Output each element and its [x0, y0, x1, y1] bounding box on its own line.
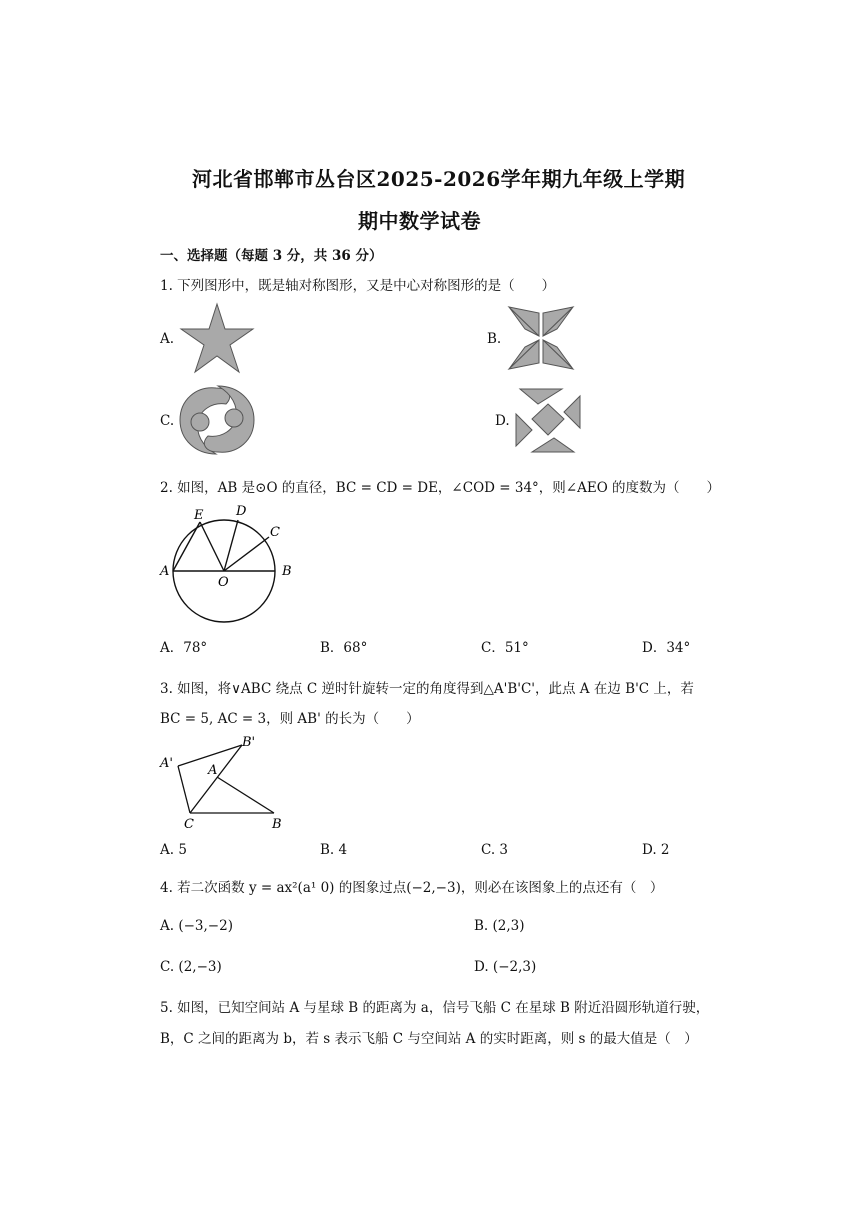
question-5-stem-line2: B，C 之间的距离为 b，若 s 表示飞船 C 与空间站 A 的实时距离，则 s 的最大值是（ ）: [160, 1031, 698, 1047]
q1-option-b-label: B.: [487, 331, 502, 347]
q2-label-o: O: [218, 575, 229, 590]
q2-label-b: B: [282, 564, 292, 579]
section-header: 一、选择题（每题 3 分，共 36 分）: [160, 248, 383, 264]
q4-option-c: C. (2,−3): [160, 959, 222, 975]
q3-label-a: A: [208, 763, 218, 778]
question-1-stem: 1. 下列图形中，既是轴对称图形，又是中心对称图形的是（ ）: [160, 278, 556, 294]
q2-circle-figure: [158, 500, 306, 626]
q3-option-d: D. 2: [642, 842, 670, 858]
q2-option-b: B．68°: [320, 640, 368, 656]
q3-label-c: C: [184, 817, 194, 832]
q2-label-c: C: [270, 525, 280, 540]
q1-star-figure: [178, 302, 256, 376]
question-3-stem-line2: BC = 5, AC = 3，则 AB' 的长为（ ）: [160, 711, 420, 727]
q1-comma-figure: [176, 382, 258, 458]
q2-label-d: D: [236, 504, 247, 519]
q3-option-c: C. 3: [481, 842, 509, 858]
page-title-line1: 河北省邯郸市丛台区2025-2026学年期九年级上学期: [192, 167, 686, 191]
q3-option-b: B. 4: [320, 842, 348, 858]
q3-triangle-figure: [158, 732, 288, 832]
question-3-stem-line1: 3. 如图，将∨ABC 绕点 C 逆时针旋转一定的角度得到△A'B'C'，此点 A 在边 B'C 上，若: [160, 681, 694, 697]
q2-label-e: E: [194, 508, 204, 523]
question-5-stem-line1: 5. 如图，已知空间站 A 与星球 B 的距离为 a，信号飞船 C 在星球 B 附近沿圆形轨道行驶，: [160, 1000, 710, 1016]
q3-label-b: B: [272, 817, 282, 832]
question-2-stem: 2. 如图，AB 是⊙O 的直径，BC = CD = DE，∠COD = 34°，则∠AEO 的度数为（ ）: [160, 480, 721, 496]
q2-label-a: A: [160, 564, 170, 579]
q2-option-a: A．78°: [160, 640, 208, 656]
q3-label-b-prime: B': [242, 735, 256, 750]
q1-option-d-label: D.: [495, 413, 510, 429]
q4-option-d: D. (−2,3): [474, 959, 537, 975]
q2-option-d: D．34°: [642, 640, 691, 656]
q1-pinwheel-figure: [505, 303, 577, 373]
q2-option-c: C．51°: [481, 640, 529, 656]
question-4-stem: 4. 若二次函数 y = ax²(a¹ 0) 的图象过点(−2,−3)，则必在该图象上的点还有（ ）: [160, 880, 664, 896]
page-title-line2: 期中数学试卷: [358, 209, 481, 233]
q1-option-a-label: A.: [160, 331, 175, 347]
q3-option-a: A. 5: [160, 842, 187, 858]
q3-label-a-prime: A': [160, 756, 173, 771]
q4-option-b: B. (2,3): [474, 918, 525, 934]
q1-squares-figure: [512, 386, 584, 456]
q1-option-c-label: C.: [160, 413, 175, 429]
q4-option-a: A. (−3,−2): [160, 918, 233, 934]
